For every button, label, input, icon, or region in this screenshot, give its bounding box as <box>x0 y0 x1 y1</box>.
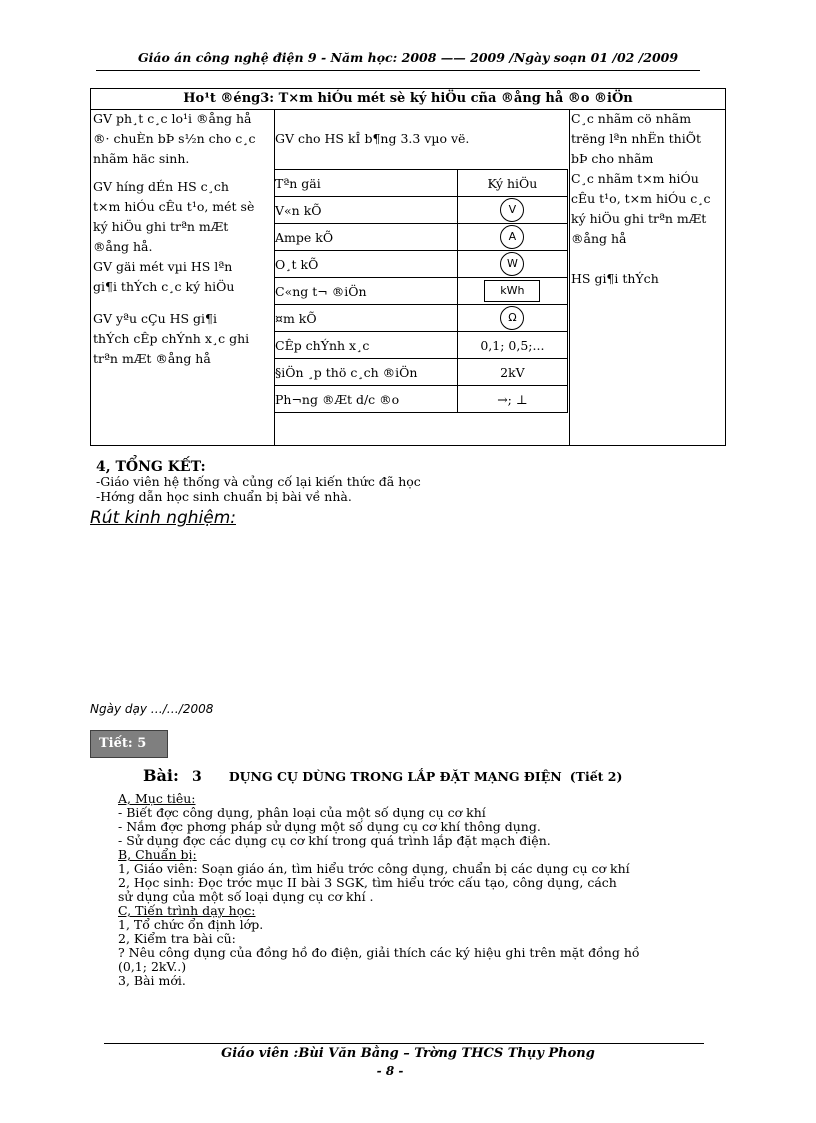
student-line: HS gi¶i thÝch <box>571 271 659 286</box>
symbol-table <box>274 169 568 413</box>
student-line: C¸c nhãm cö nhãm <box>571 111 692 126</box>
table-row <box>275 197 568 224</box>
accuracy-symbol: 0,1; 0,5;... <box>457 332 567 359</box>
table-row <box>275 359 568 386</box>
tiet-badge: Tiết: 5 <box>90 730 168 758</box>
teacher-line: thÝch cÊp chÝnh x¸c ghi <box>93 331 250 346</box>
column-divider-right <box>569 109 570 445</box>
summary-heading: 4, TỔNG KẾT: <box>96 459 206 475</box>
teacher-line: GV híng dÉn HS c¸ch <box>93 179 229 194</box>
middle-intro: GV cho HS kÎ b¶ng 3.3 vµo vë. <box>275 131 470 146</box>
table-row <box>275 278 568 305</box>
footer-rule <box>104 1043 704 1044</box>
objectives-heading: A, Mục tiêu: <box>118 791 196 806</box>
bai-title: DỤNG CỤ DÙNG TRONG LẮP ĐẶT MẠNG ĐIỆN <box>228 769 562 784</box>
footer-teacher: Giáo viên :Bùi Văn Bằng – Trờng THCS Thụy Phong <box>221 1046 595 1061</box>
table-row <box>275 224 568 251</box>
insulation-voltage-symbol: 2kV <box>457 359 567 386</box>
table-row <box>275 386 568 413</box>
procedure-line: (0,1; 2kV..) <box>118 959 187 974</box>
preparation-line: 2, Học sinh: Đọc trớc mục II bài 3 SGK, tìm hiểu trớc cấu tạo, công dụng, cách <box>118 875 617 890</box>
student-line: ®ång hå <box>571 231 627 246</box>
page-header: Giáo án công nghệ điện 9 - Năm học: 2008 —— 2009 /Ngày soạn 01 /02 /2009 <box>137 50 679 65</box>
student-line: bÞ cho nhãm <box>571 151 654 166</box>
bai-number: 3 <box>191 769 202 785</box>
preparation-line: 1, Giáo viên: Soạn giáo án, tìm hiểu trớc công dụng, chuẩn bị các dụng cụ cơ khí <box>118 861 630 876</box>
bai-label: Bài: <box>143 766 179 785</box>
objective-line: - Nắm đợc phơng pháp sử dụng một số dụng cụ cơ khí thông dụng. <box>118 819 541 834</box>
instrument-name: ¤m kÕ <box>275 305 458 332</box>
teacher-line: gi¶i thÝch c¸c ký hiÖu <box>93 279 235 294</box>
teacher-line: GV yªu cÇu HS gi¶i <box>93 311 217 326</box>
symbol-table-header <box>275 170 568 197</box>
table-row <box>275 251 568 278</box>
procedure-line: 2, Kiểm tra bài cũ: <box>118 931 236 946</box>
ammeter-symbol-icon: A <box>500 225 524 249</box>
teacher-line: t×m hiÓu cÊu t¹o, mét sè <box>93 199 255 214</box>
instrument-name: Ph¬ng ®Æt d/c ®o <box>275 386 458 413</box>
header-rule <box>96 70 700 71</box>
procedure-line: 1, Tổ chức ổn định lớp. <box>118 917 264 932</box>
orientation-symbol: →; ⊥ <box>457 386 567 413</box>
bai-suffix: (Tiết 2) <box>569 769 623 784</box>
teacher-line: ®· chuÈn bÞ s½n cho c¸c <box>93 131 256 146</box>
header-symbol: Ký hiÖu <box>457 170 567 197</box>
procedure-line: 3, Bài mới. <box>118 973 186 988</box>
objective-line: - Biết đợc công dụng, phân loại của một số dụng cụ cơ khí <box>118 805 486 820</box>
lesson-body <box>118 792 718 988</box>
instrument-name: O¸t kÕ <box>275 251 458 278</box>
instrument-name: V«n kÕ <box>275 197 458 224</box>
procedure-line: ? Nêu công dụng của đồng hồ đo điện, giải thích các ký hiệu ghi trên mặt đồng hồ <box>118 945 640 960</box>
preparation-line: sử dụng của một số loại dụng cụ cơ khí . <box>118 889 374 904</box>
teacher-line: ký hiÖu ghi trªn mÆt <box>93 219 229 234</box>
teacher-activity-column <box>93 109 273 369</box>
instrument-name: CÊp chÝnh x¸c <box>275 332 458 359</box>
wattmeter-symbol-icon: W <box>500 252 524 276</box>
teacher-line: ®ång hå. <box>93 239 153 254</box>
student-line: cÊu t¹o, t×m hiÓu c¸c <box>571 191 711 206</box>
energy-meter-symbol-icon: kWh <box>484 280 540 302</box>
voltmeter-symbol-icon: V <box>500 198 524 222</box>
header-name: Tªn gäi <box>275 170 458 197</box>
objective-line: - Sử dụng đợc các dụng cụ cơ khí trong quá trình lắp đặt mạch điện. <box>118 833 551 848</box>
ohmmeter-symbol-icon: Ω <box>500 306 524 330</box>
instrument-name: §iÖn ¸p thö c¸ch ®iÖn <box>275 359 458 386</box>
lesson-date: Ngày dạy …/…/2008 <box>90 702 214 716</box>
table-row <box>275 332 568 359</box>
student-line: ký hiÖu ghi trªn mÆt <box>571 211 707 226</box>
lesson-title <box>143 766 622 785</box>
instrument-name: Ampe kÕ <box>275 224 458 251</box>
summary-line: -Giáo viên hệ thống và củng cố lại kiến thức đã học <box>96 474 421 489</box>
table-row <box>275 305 568 332</box>
student-line: C¸c nhãm t×m hiÓu <box>571 171 699 186</box>
experience-heading: Rút kinh nghiệm: <box>90 508 236 528</box>
student-activity-column <box>571 109 725 289</box>
activity-title: Ho¹t ®éng3: T×m hiÓu mét sè ký hiÖu cña ®ång hå ®o ®iÖn <box>91 89 725 110</box>
teacher-line: trªn mÆt ®ång hå <box>93 351 211 366</box>
preparation-heading: B, Chuẩn bị: <box>118 847 197 862</box>
instrument-name: C«ng t¬ ®iÖn <box>275 278 458 305</box>
teacher-line: GV gäi mét vµi HS lªn <box>93 259 233 274</box>
procedure-heading: C, Tiến trình dạy học: <box>118 903 256 918</box>
page-number: - 8 - <box>376 1064 404 1078</box>
teacher-line: GV ph¸t c¸c lo¹i ®ång hå <box>93 111 252 126</box>
teacher-line: nhãm häc sinh. <box>93 151 190 166</box>
student-line: trëng lªn nhËn thiÕt <box>571 131 701 146</box>
summary-line: -Hớng dẫn học sinh chuẩn bị bài về nhà. <box>96 489 352 504</box>
